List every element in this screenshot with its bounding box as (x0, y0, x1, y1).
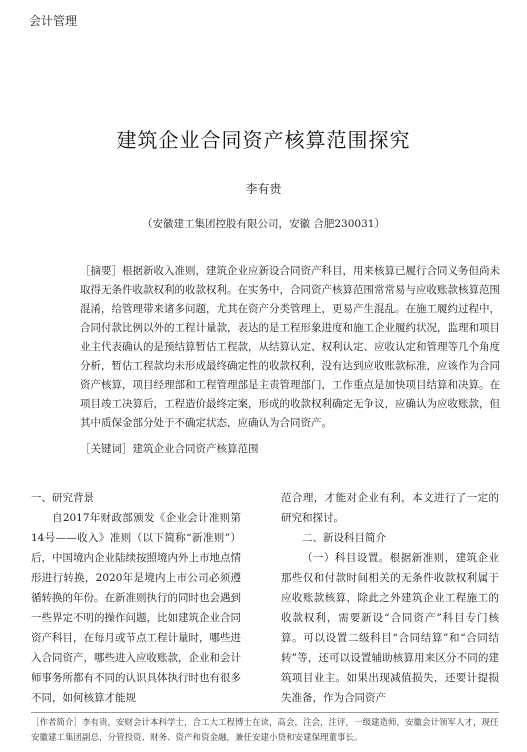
journal-section-label: 会计管理 (29, 14, 78, 28)
abstract-tag: ［摘要］ (80, 265, 122, 277)
author-bio-footnote: ［作者简介］李有贵，安财会计本科学士，合工大工程博士在读，高会，注会，注评，一级建造师，安徽会计领军人才，现任安徽建工集团副总，分管投资、财务、资产和资金融，兼任安建小贷和安建保理董事长。 (31, 718, 499, 743)
footnote-divider (31, 712, 499, 713)
keywords (80, 440, 500, 459)
body-paragraph: （一）科目设置。根据新准则，建筑企业那些仅和付款时间相关的无条件收款权利属于应收账款核算，除此之外建筑企业工程施工的收款权利，需要新设“合同资产”科目专门核算。可以设置二级科目“合同结算”和“合同结转”等，还可以设置辅助核算用来区分不同的建筑项目业主。如果出现减值损失，还要计提损失准备，作为合同资产 (281, 552, 499, 704)
article-title: 建筑企业合同资产核算范围探究 (116, 128, 411, 152)
author-affiliation: （安徽建工集团控股有限公司，安徽 合肥230031） (142, 218, 385, 230)
article-author: 李有贵 (245, 182, 282, 196)
section-heading-new-account: 二、新设科目简介 (302, 532, 386, 544)
body-paragraph: 自2017年财政部颁发《企业会计准则第14号——收入》准则（以下简称“新准则”）后，中国境内企业陆续按照境内外上市地点情形进行转换，2020年是境内上市公司必须遵循转换的年份。在新准则执行的同时也会遇到一些界定不明的操作问题，比如建筑企业合同资产科目，在每月或节点工程计量时，哪些进入合同资产，哪些进入应收账款，企业和会计师事务所都有不同的认识具体执行时也有很多不同，如何核算才能规 (31, 512, 241, 704)
keywords-tag: ［关键词］ (80, 443, 133, 455)
keywords-text: 建筑企业合同资产核算范围 (132, 443, 259, 455)
left-column (31, 488, 241, 708)
abstract-text: 根据新收入准则，建筑企业应新设合同资产科目，用来核算已履行合同义务但尚未取得无条件收款权利的收款权利。在实务中，合同资产核算范围常常易与应收账款核算范围混淆，给管理带来诸多问题，尤其在资产分类管理上，更易产生混乱。在施工履约过程中，合同付款比例以外的工程计量款，表达的是工程形象进度和施工企业履约状况，监理和项目业主代表确认的是预结算暂估工程款，从结算认定、权利认定、应收认定和管理等几个角度分析，暂估工程款均未形成最终确定性的收款权利，没有达到应收账款标准，应该作为合同资产核算，项目经理部和工程管理部是主责管理部门，工作重点是加快项目结算和决算。在项目竣工决算后，工程造价最终定案，形成的收款权利确定无争议，应确认为应收账款，但其中质保金部分处于不确定状态，应确认为合同资产。 (80, 265, 500, 429)
body-paragraph-continuation: 范合理，才能对企业有利，本文进行了一定的研究和探讨。 (281, 492, 499, 524)
section-heading-background: 一、研究背景 (31, 492, 94, 504)
right-column (281, 488, 499, 708)
abstract (80, 262, 500, 433)
